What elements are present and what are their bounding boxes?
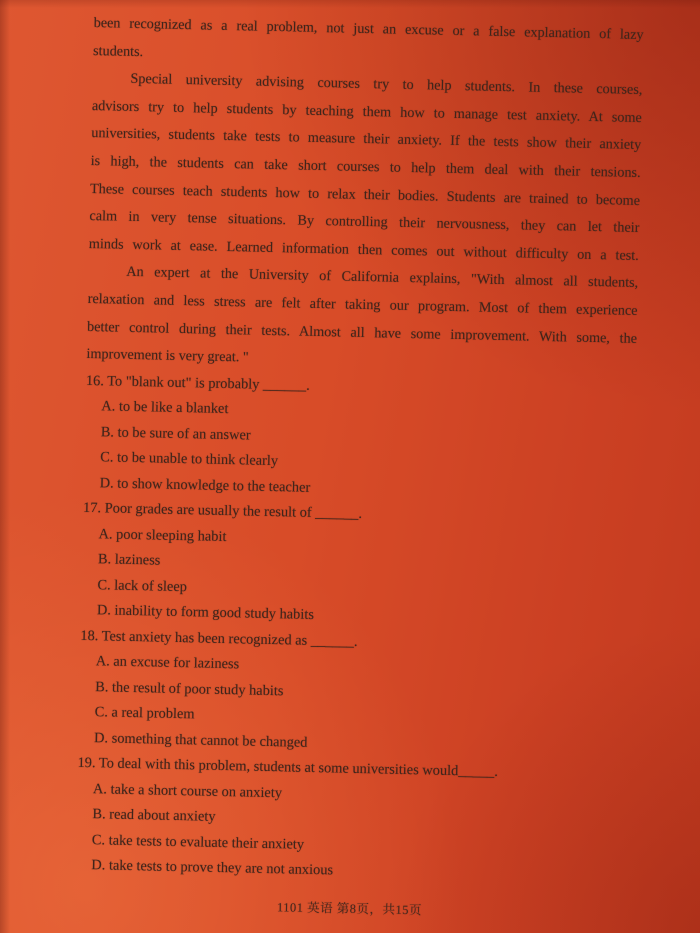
option-line: D. to show knowledge to the teacher [99, 474, 311, 496]
option-line: A. an excuse for laziness [95, 653, 240, 673]
body-text-line: calm in very tense situations. By controlling their nervousness, they can let their [89, 208, 640, 237]
option-line: A. poor sleeping habit [98, 525, 227, 545]
option-line: A. take a short course on anxiety [92, 780, 283, 802]
body-text-line: improvement is very great. " [86, 346, 249, 366]
question-line: 17. Poor grades are usually the result of ______. [82, 500, 363, 523]
option-line: D. take tests to prove they are not anxious [91, 857, 334, 879]
body-text-line: been recognized as a real problem, not just an excuse or a false explanation of lazy [93, 14, 644, 43]
body-text-line: better control during their tests. Almost all have some improvement. With some, the [86, 318, 638, 347]
option-line: B. laziness [97, 551, 161, 569]
question-line: 19. To deal with this problem, students at some universities would_____. [77, 755, 499, 781]
body-text-line: advisors try to help students by teaching them how to manage test anxiety. At some [91, 97, 642, 126]
text-lines [75, 10, 644, 891]
option-line: B. read about anxiety [92, 806, 216, 826]
body-text-line: Special university advising courses try to help students. In these courses, [130, 71, 643, 99]
question-line: 18. Test anxiety has been recognized as ______. [80, 627, 358, 650]
option-line: B. to be sure of an answer [100, 423, 251, 444]
option-line: C. lack of sleep [97, 576, 188, 595]
exam-text-block [74, 10, 644, 923]
body-text-line: minds work at ease. Learned information then comes out without difficulty on a test. [88, 235, 639, 264]
body-text-line: is high, the students can take short courses to help them deal with their tensions. [90, 152, 641, 181]
body-text-line: relaxation and less stress are felt after taking our program. Most of them experience [87, 290, 638, 319]
option-line: B. the result of poor study habits [95, 678, 284, 700]
question-line: 16. To "blank out" is probably ______. [85, 372, 310, 394]
option-line: A. to be like a blanket [101, 398, 229, 418]
page-footer: 1101 英语 第8页，共15页 [276, 899, 423, 918]
option-line: D. something that cannot be changed [93, 729, 308, 751]
body-text-line: These courses teach students how to relax their bodies. Students are trained to become [89, 180, 641, 209]
option-line: C. take tests to evaluate their anxiety [91, 831, 305, 853]
option-line: D. inability to form good study habits [96, 602, 315, 624]
option-line: C. to be unable to think clearly [100, 449, 279, 470]
body-text-line: universities, students take tests to measure their anxiety. If the tests show their anxiety [91, 125, 642, 154]
body-text-line: students. [92, 42, 144, 60]
body-text-line: An expert at the University of California explains, "With almost all students, [126, 264, 639, 292]
option-line: C. a real problem [94, 704, 195, 723]
